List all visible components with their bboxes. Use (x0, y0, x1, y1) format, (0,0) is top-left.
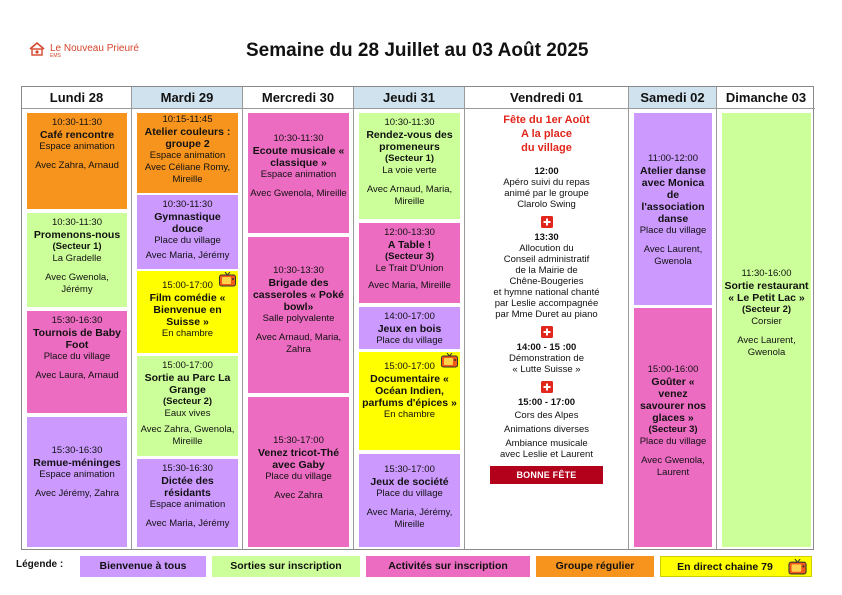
event-card[interactable] (634, 308, 712, 547)
program-time: 13:30 (534, 232, 559, 243)
event-name: Film comédie « Bienvenue en Suisse » (149, 292, 226, 328)
event-staff: Avec Laurent, Gwenola (737, 335, 796, 358)
event-place: La Gradelle (52, 253, 102, 264)
event-staff: Avec Zahra, Arnaud (35, 160, 119, 171)
program-time: 12:00 (534, 166, 559, 177)
day-header: Lundi 28 (22, 87, 131, 109)
event-card[interactable] (359, 223, 460, 303)
event-card[interactable] (359, 113, 460, 219)
event-place: Place du village (154, 235, 221, 246)
day-column-monday (22, 87, 132, 549)
event-card[interactable] (248, 113, 349, 233)
event-time: 11:30-16:00 (741, 268, 792, 279)
event-name: Documentaire « Océan Indien, parfums d'épices » (362, 373, 457, 409)
event-staff: Avec Maria, Jérémy (145, 250, 230, 261)
program-time: 14:00 - 15 :00 (516, 342, 577, 353)
event-time: 15:30-17:00 (384, 464, 435, 475)
event-name: Brigade des casseroles « Poké bowl» (252, 277, 345, 313)
event-time: 10:30-13:30 (273, 265, 324, 276)
event-place: Espace animation (149, 499, 226, 510)
event-time: 15:00-17:00 (384, 361, 435, 372)
event-card[interactable] (359, 454, 460, 547)
event-place: Espace animation (260, 169, 337, 180)
event-sector: (Secteur 2) (162, 396, 213, 407)
program-text: animé par le groupe (504, 188, 589, 199)
program-text: par Leslie accompagnée (494, 298, 599, 309)
event-card[interactable] (137, 356, 238, 456)
program-text: Clarolo Swing (517, 199, 576, 210)
event-card[interactable] (27, 213, 127, 307)
event-place: Le Trait D'Union (375, 263, 444, 274)
day-column-thursday (354, 87, 465, 549)
prieure-logo-icon (28, 40, 46, 58)
legend-item-activites: Activités sur inscription (366, 556, 530, 577)
tv-icon (788, 559, 807, 575)
event-place: Place du village (376, 488, 443, 499)
event-name: Jeux de société (370, 476, 449, 488)
event-card[interactable] (27, 311, 127, 413)
program-text: Ambiance musicale (505, 438, 588, 449)
program-text: Démonstration de (509, 353, 584, 364)
event-staff: Avec Céliane Romy, Mireille (144, 162, 231, 185)
event-name: Remue-méninges (33, 457, 121, 469)
event-name: Café rencontre (39, 129, 115, 141)
event-time: 15:30-16:30 (51, 315, 103, 326)
day-header: Jeudi 31 (354, 87, 464, 109)
event-card[interactable] (27, 113, 127, 209)
event-name: Goûter « venez savourer nos glaces » (640, 376, 706, 424)
event-place: Corsier (751, 316, 782, 327)
day-header: Mercredi 30 (243, 87, 353, 109)
program-text: Conseil administratif (503, 254, 590, 265)
event-sector: (Secteur 1) (52, 241, 102, 252)
event-staff: Avec Laura, Arnaud (35, 370, 119, 381)
event-staff: Avec Gwenola, Jérémy (45, 272, 109, 295)
event-time: 10:30-11:30 (51, 217, 102, 228)
day-header: Dimanche 03 (717, 87, 815, 109)
event-name: Atelier danse avec Monica de l'association danse (640, 165, 706, 225)
program-text: Apéro suivi du repas (503, 177, 590, 188)
tv-icon (441, 353, 458, 368)
event-time: 10:30-11:30 (273, 133, 324, 144)
program-time: 15:00 - 17:00 (517, 397, 576, 408)
program-text: et hymne national chanté (493, 287, 600, 298)
event-time: 15:00-16:00 (647, 364, 699, 375)
logo-subtext: EMS (50, 53, 61, 59)
event-card[interactable] (359, 352, 460, 450)
tv-icon (219, 272, 236, 287)
event-time: 11:00-12:00 (647, 153, 698, 164)
event-staff: Avec Gwenola, Mireille (250, 188, 347, 199)
day-column-saturday (629, 87, 717, 549)
event-time: 15:30-16:30 (162, 463, 213, 474)
event-name: A Table ! (387, 239, 432, 251)
event-place: Espace animation (39, 141, 115, 152)
event-place: En chambre (383, 409, 436, 420)
event-card[interactable] (137, 113, 238, 193)
legend-item-groupe: Groupe régulier (536, 556, 654, 577)
fete-place-line-2: du village (521, 142, 572, 154)
program-text: par Mme Duret au piano (495, 309, 598, 320)
event-staff: Avec Jérémy, Zahra (34, 488, 120, 499)
page-title: Semaine du 28 Juillet au 03 Août 2025 (246, 40, 589, 61)
swiss-cross-icon (541, 381, 553, 393)
day-column-friday (465, 87, 629, 549)
program-text: avec Leslie et Laurent (500, 449, 593, 460)
program-text: Animations diverses (503, 424, 589, 435)
event-name: Sortie au Parc La Grange (144, 372, 231, 396)
event-name: Atelier couleurs : groupe 2 (144, 126, 231, 150)
national-day-program (465, 113, 628, 498)
event-card[interactable] (359, 307, 460, 349)
event-place: Place du village (265, 471, 332, 482)
event-card[interactable] (248, 237, 349, 393)
program-text: de la Mairie de (515, 265, 578, 276)
event-staff: Avec Maria, Jérémy, Mireille (366, 507, 453, 530)
event-name: Jeux en bois (377, 323, 442, 335)
event-sector: (Secteur 3) (384, 251, 435, 262)
logo (28, 40, 139, 58)
event-name: Tournois de Baby Foot (33, 327, 121, 351)
event-staff: Avec Zahra (274, 490, 323, 501)
legend (0, 556, 842, 578)
event-name: Dictée des résidants (161, 475, 214, 499)
event-card[interactable] (137, 271, 238, 353)
event-place: Espace animation (149, 150, 226, 161)
event-time: 10:30-11:30 (162, 199, 213, 210)
day-column-sunday (717, 87, 815, 549)
event-card[interactable] (248, 397, 349, 547)
event-time: 10:15-11:45 (162, 114, 213, 125)
event-name: Promenons-nous (33, 229, 121, 241)
event-staff: Avec Zahra, Gwenola, Mireille (140, 424, 235, 447)
program-text: Chêne-Bougeries (509, 276, 584, 287)
day-header: Samedi 02 (629, 87, 716, 109)
event-card[interactable] (27, 417, 127, 547)
event-staff: Avec Laurent, Gwenola (643, 244, 703, 267)
fete-title: Fête du 1er Août (503, 114, 590, 126)
event-name: Ecoute musicale « classique » (252, 145, 345, 169)
event-place: Place du village (639, 225, 707, 236)
event-name: Venez tricot-Thé avec Gaby (257, 447, 340, 471)
event-place: Espace animation (39, 469, 115, 480)
legend-label: Légende : (16, 559, 64, 570)
program-text: Cors des Alpes (514, 410, 579, 421)
national-day-banner: BONNE FÊTE NATIONALE ! (490, 466, 603, 484)
event-place: Place du village (376, 335, 443, 346)
event-place: En chambre (161, 328, 214, 339)
day-column-wednesday (243, 87, 354, 549)
event-time: 15:30-17:00 (273, 435, 324, 446)
event-time: 10:30-11:30 (51, 117, 102, 128)
event-sector: (Secteur 3) (648, 424, 698, 435)
swiss-cross-icon (541, 326, 553, 338)
event-place: Place du village (43, 351, 111, 362)
legend-item-sorties: Sorties sur inscription (212, 556, 360, 577)
event-staff: Avec Arnaud, Maria, Mireille (366, 184, 453, 207)
day-header: Vendredi 01 (465, 87, 628, 109)
event-sector: (Secteur 1) (384, 153, 435, 164)
event-time: 15:00-17:00 (162, 360, 213, 371)
swiss-cross-icon (541, 216, 553, 228)
logo-text: Le Nouveau Prieuré (50, 43, 139, 54)
event-place: Eaux vives (164, 408, 211, 419)
event-name: Gymnastique douce (154, 211, 221, 235)
event-place: La voie verte (382, 165, 437, 176)
event-time: 10:30-11:30 (384, 117, 435, 128)
event-staff: Avec Arnaud, Maria, Zahra (255, 332, 342, 355)
fete-place-line-1: A la place (521, 128, 572, 140)
event-name: Rendez-vous des promeneurs (366, 129, 453, 153)
event-staff: Avec Maria, Jérémy (145, 518, 230, 529)
event-time: 12:00-13:30 (384, 227, 435, 238)
event-time: 15:00-17:00 (162, 280, 213, 291)
legend-item-bienvenue: Bienvenue à tous (80, 556, 206, 577)
day-header: Mardi 29 (132, 87, 242, 109)
program-text: Allocution du (519, 243, 574, 254)
legend-item-direct-text: En direct chaine 79 (677, 561, 773, 573)
event-time: 15:30-16:30 (51, 445, 103, 456)
event-place: Salle polyvalente (262, 313, 335, 324)
event-staff: Avec Maria, Mireille (368, 280, 451, 291)
program-text: « Lutte Suisse » (512, 364, 581, 375)
legend-item-direct (660, 556, 812, 577)
day-column-tuesday (132, 87, 243, 549)
event-card[interactable] (722, 113, 811, 547)
event-card[interactable] (137, 195, 238, 269)
event-sector: (Secteur 2) (741, 304, 792, 315)
event-card[interactable] (634, 113, 712, 305)
event-name: Sortie restaurant « Le Petit Lac » (724, 280, 809, 304)
event-time: 14:00-17:00 (384, 311, 435, 322)
event-staff: Avec Gwenola, Laurent (641, 455, 705, 478)
event-card[interactable] (137, 459, 238, 547)
event-place: Place du village (639, 436, 707, 447)
week-schedule-grid (21, 86, 814, 550)
